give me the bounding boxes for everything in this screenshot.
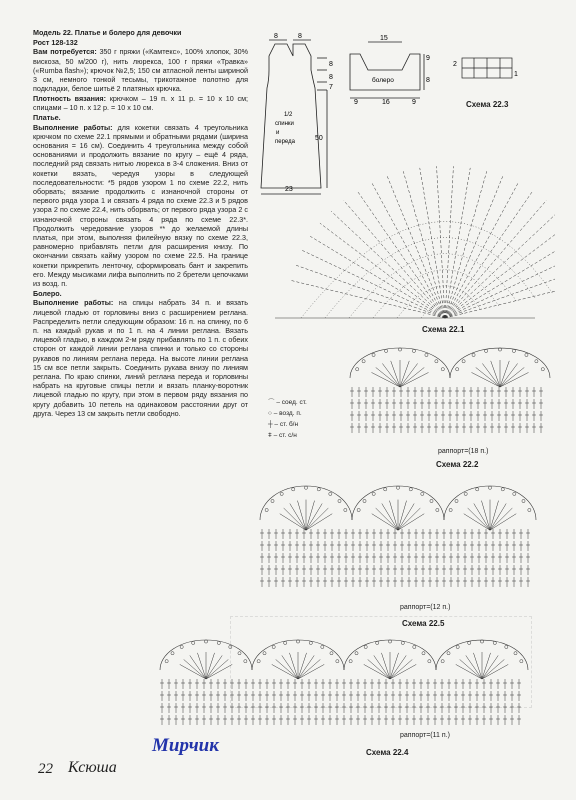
- picot-loop: [435, 360, 438, 363]
- picot-loop: [422, 652, 425, 655]
- stitch-ray: [445, 168, 470, 318]
- stitch-ray: [295, 265, 445, 318]
- stitch-ray: [320, 223, 445, 318]
- dress-text: для кокетки связать 4 треугольника крючком по схеме 22.1 прямыми и обратными рядами (ширина основания = 16 см). Соединить 4 треугольника между собой основаниями и продолжить вязание по кругу – ещё 4 ряда, последний ряд связать нитью люрекса в 3-4 сложения. Вниз от кокетки вязать, чередуя узоры в следующей последовательности: *5 рядов узором 1 по схеме 22.2, нить оборвать; вязание продолжить с изнаночной стороны от первого ряда узора 1 и связать 4 ряда по схеме 22.3 и 5 рядов узора 2 по схеме 22.4, нить оборвать; от первого ряда узора 2 с изнаночной стороны связать 4 ряда по схеме 22.3*. Продолжить чередование узоров ** до желаемой длины платья, при этом, выполняя филейную вязку по схеме 22.3, равномерно прибавлять петли для расширения книзу. По окончании связать кайму узором по схеме 22.5. На границе кокетки прикрепить ленточку, сформировать бант и закрепить его. Между мысиками лифа выполнить по 2 бретели цепочками из возд. п.: [33, 122, 248, 288]
- dress-heading: Платье.: [33, 112, 61, 122]
- picot-loop: [484, 349, 487, 352]
- picot-loop: [284, 641, 287, 644]
- svg-text:и: и: [276, 130, 280, 136]
- bolero-piece-label: болеро: [372, 77, 394, 84]
- picot-loop: [355, 652, 358, 655]
- picot-loop: [501, 488, 504, 491]
- picot-loop: [376, 641, 379, 644]
- picot-loop: [329, 492, 332, 495]
- bolero-dim-right-2: 8: [426, 77, 430, 84]
- dress-dim-bottom: 23: [285, 186, 293, 193]
- picot-loop: [321, 645, 324, 648]
- picot-loop: [512, 349, 515, 352]
- density-paragraph: [33, 94, 248, 112]
- picot-loop: [520, 660, 523, 663]
- picot-loop: [372, 492, 375, 495]
- stitch-ray: [302, 250, 445, 318]
- picot-loop: [257, 660, 260, 663]
- picot-loop: [336, 660, 339, 663]
- picot-loop: [292, 488, 295, 491]
- bolero-text: на спицы набрать 34 п. и вязать лицевой гладью от горловины вниз с расширением реглана. Распределить петли следующим образом: 16 п. на спинку, по 6 п. на каждый рукав и по 1 п. на 4 линии реглана. Вязать лицевой гладью, в каждом 2-м ряду прибавлять по 1 п. с обеих сторон от каждой линии реглана спинки и только со стороны рукавов по линиям реглана переда. На высоте линии реглана 15 см все петли закрыть. Соединить рукава внизу по линиям реглана. По краю спинки, линий реглана переда и горловины набрать на круговые спицы петли и вязать планку-воротник лицевой гладью по кругу, при этом в первом ряду вязания по кругу добавить 10 петель на одинаковом расстоянии друг от друга. Через 13 см закрыть петли свободно.: [33, 298, 249, 418]
- scheme-22-5-drawing: [250, 478, 555, 608]
- bolero-paragraph: [33, 298, 248, 418]
- picot-loop: [505, 645, 508, 648]
- stitch-row: [301, 222, 553, 318]
- work-label-2: Выполнение работы:: [33, 298, 114, 308]
- picot-loop: [412, 349, 415, 352]
- svg-text:переда: переда: [275, 139, 295, 145]
- stitch-row: [325, 238, 535, 318]
- picot-loop: [462, 360, 465, 363]
- picot-loop: [192, 641, 195, 644]
- picot-loop: [384, 349, 387, 352]
- picot-loop: [271, 499, 274, 502]
- height-range: Рост 128-132: [33, 37, 78, 47]
- row-number-2: 2: [453, 61, 457, 68]
- picot-loop: [372, 353, 375, 356]
- picot-loop: [514, 652, 517, 655]
- picot-loop: [344, 508, 347, 511]
- picot-loop: [413, 645, 416, 648]
- picot-loop: [244, 660, 247, 663]
- picot-loop: [428, 660, 431, 663]
- stitch-row: [373, 270, 499, 318]
- bolero-dim-b2: 16: [382, 99, 390, 105]
- dress-dim-top-b: 8: [298, 33, 302, 40]
- picot-loop: [280, 492, 283, 495]
- dress-piece-label: 1/2: [284, 112, 293, 118]
- picot-loop: [441, 368, 444, 371]
- picot-loop: [430, 499, 433, 502]
- picot-loop: [522, 499, 525, 502]
- materials-label: Вам потребуется:: [33, 47, 97, 57]
- scheme-22-1-drawing: [255, 140, 555, 325]
- bolero-heading: Болеро.: [33, 288, 62, 298]
- picot-loop: [388, 640, 391, 643]
- instructions-column: [33, 28, 248, 419]
- model-title: Модель 22. Платье и болеро для девочки: [33, 28, 182, 37]
- picot-loop: [525, 353, 528, 356]
- picot-loop: [338, 499, 341, 502]
- materials-paragraph: [33, 47, 248, 93]
- picot-loop: [180, 645, 183, 648]
- dress-dim-side-1: 8: [329, 61, 333, 68]
- picot-loop: [263, 652, 266, 655]
- picot-loop: [217, 641, 220, 644]
- picot-loop: [480, 640, 483, 643]
- picot-loop: [309, 641, 312, 644]
- row-number-1: 1: [514, 71, 518, 78]
- repeat-22-2: раппорт=(18 п.): [438, 448, 489, 455]
- picot-loop: [464, 492, 467, 495]
- magazine-name: Ксюша: [68, 759, 117, 776]
- picot-loop: [204, 640, 207, 643]
- picot-loop: [396, 486, 399, 489]
- stitch-ray: [445, 183, 518, 318]
- picot-loop: [229, 645, 232, 648]
- picot-loop: [330, 652, 333, 655]
- picot-loop: [398, 348, 401, 351]
- stitch-ray: [445, 166, 453, 318]
- picot-loop: [364, 645, 367, 648]
- picot-loop: [488, 486, 491, 489]
- scheme-22-5-label: Схема 22.5: [402, 619, 445, 628]
- dress-paragraph: [33, 123, 248, 289]
- picot-loop: [304, 486, 307, 489]
- picot-loop: [362, 360, 365, 363]
- page-number: 22: [38, 761, 53, 777]
- dress-dim-side-3: 7: [329, 84, 333, 91]
- picot-loop: [272, 645, 275, 648]
- density-label: Плотность вязания:: [33, 93, 106, 103]
- picot-loop: [541, 368, 544, 371]
- legend-item-2: ○ – возд. п.: [268, 410, 302, 417]
- picot-loop: [455, 499, 458, 502]
- watermark: Мирчик: [152, 735, 219, 756]
- dress-dim-top-a: 8: [274, 33, 278, 40]
- picot-loop: [349, 660, 352, 663]
- materials-text: 350 г пряжи («Камтекс», 100% хлопок, 30% вискоза, 50 м/200 г), нить люрекса, 100 г пряжи «Травка» («Rumba flash»); крючок №2,5; 150 см атласной ленты шириной 3 см, немного тонкой тесьмы, трикотажное полотно для подкладки, белое шитьё 2 платяных крючка.: [33, 47, 248, 94]
- picot-loop: [165, 660, 168, 663]
- bolero-dim-right-1: 9: [426, 55, 430, 62]
- picot-loop: [265, 508, 268, 511]
- bolero-dim-b1: 9: [354, 99, 358, 105]
- stitch-ray: [344, 200, 445, 318]
- bolero-pattern-drawing: [340, 30, 435, 105]
- legend-item-1: ⌒ – соед. ст.: [268, 399, 307, 406]
- picot-loop: [357, 508, 360, 511]
- symbol-legend: [268, 397, 307, 441]
- stitch-ray: [310, 236, 445, 318]
- picot-loop: [409, 488, 412, 491]
- picot-loop: [476, 488, 479, 491]
- stitch-ray: [437, 166, 445, 318]
- repeat-22-5: раппорт=(12 п.): [400, 604, 451, 611]
- bolero-dim-b3: 9: [412, 99, 416, 105]
- picot-loop: [238, 652, 241, 655]
- scheme-22-1-label: Схема 22.1: [422, 325, 465, 334]
- picot-loop: [421, 492, 424, 495]
- scheme-22-2-label: Схема 22.2: [436, 460, 479, 469]
- picot-loop: [384, 488, 387, 491]
- stitch-ray: [331, 211, 445, 318]
- picot-loop: [456, 645, 459, 648]
- picot-loop: [436, 508, 439, 511]
- stitch-ray: [420, 168, 445, 318]
- picot-loop: [171, 652, 174, 655]
- svg-text:спинки: спинки: [275, 121, 294, 127]
- picot-loop: [447, 652, 450, 655]
- scheme-22-4-drawing: [150, 630, 550, 740]
- repeat-22-4: раппорт=(11 п.): [400, 732, 450, 739]
- density-text: крючком – 19 п. x 11 р. = 10 x 10 см; спицами – 10 п. x 12 р. = 10 x 10 см.: [33, 93, 249, 113]
- scheme-22-4-label: Схема 22.4: [366, 748, 409, 757]
- picot-loop: [472, 353, 475, 356]
- picot-loop: [456, 368, 459, 371]
- picot-loop: [296, 640, 299, 643]
- picot-loop: [356, 368, 359, 371]
- work-label: Выполнение работы:: [33, 122, 113, 132]
- picot-loop: [441, 660, 444, 663]
- dress-dim-length: 50: [315, 135, 323, 142]
- stitch-ray: [445, 223, 555, 318]
- picot-loop: [468, 641, 471, 644]
- bolero-dim-top: 15: [380, 35, 388, 42]
- picot-loop: [401, 641, 404, 644]
- picot-loop: [363, 499, 366, 502]
- scheme-22-3-label: Схема 22.3: [466, 100, 509, 109]
- stitch-ray: [445, 211, 555, 318]
- scheme-22-2-drawing: [340, 340, 555, 450]
- legend-item-4: ǂ – ст. с/н: [268, 432, 297, 439]
- stitch-ray: [445, 200, 546, 318]
- picot-loop: [425, 353, 428, 356]
- stitch-ray: [445, 250, 555, 318]
- scheme-22-3-drawing: [452, 54, 522, 94]
- stitch-ray: [445, 265, 555, 318]
- dress-dim-side-2: 8: [329, 74, 333, 81]
- picot-loop: [493, 641, 496, 644]
- picot-loop: [535, 360, 538, 363]
- picot-loop: [449, 508, 452, 511]
- stitch-ray: [372, 183, 445, 318]
- picot-loop: [317, 488, 320, 491]
- legend-item-3: ┼ – ст. б/н: [268, 421, 299, 428]
- picot-loop: [498, 348, 501, 351]
- picot-loop: [513, 492, 516, 495]
- picot-loop: [528, 508, 531, 511]
- stitch-ray: [290, 280, 445, 318]
